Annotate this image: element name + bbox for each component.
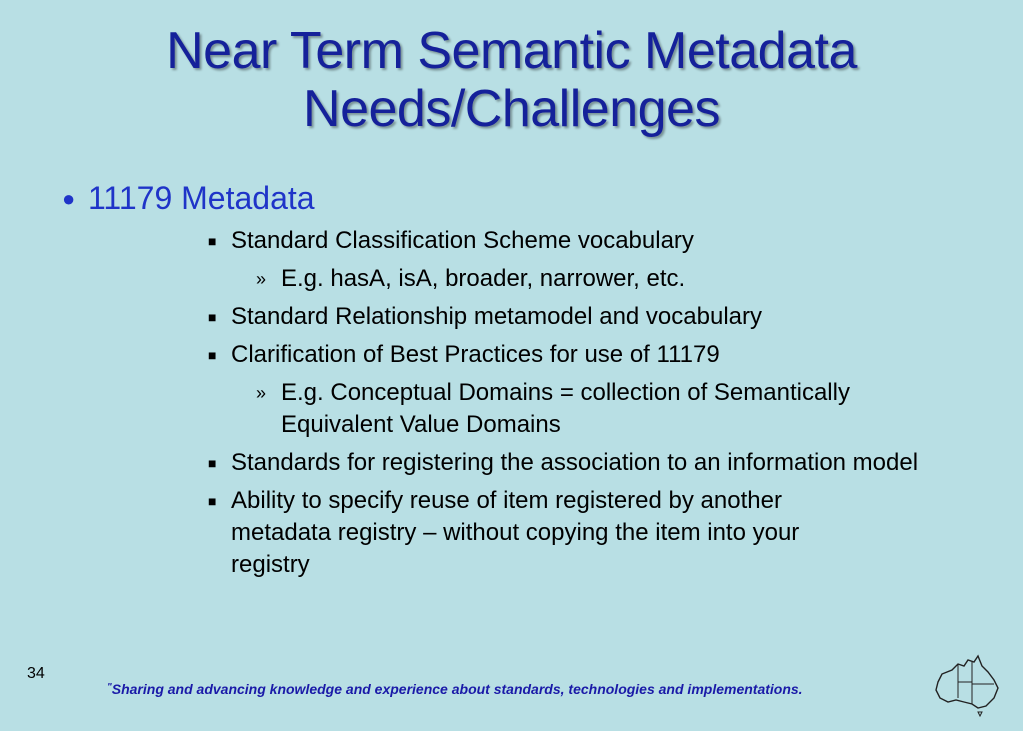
list-item: ■ Ability to specify reuse of item registered by another metadata registry – without copying the item into your registry (208, 487, 800, 578)
main-bullet (62, 178, 315, 219)
bullet-circle-icon: ● (62, 186, 76, 211)
slide-title (0, 22, 1023, 138)
sub-list-item: » E.g. hasA, isA, broader, narrower, etc. (0, 263, 1023, 295)
bullet-square-icon: ■ (208, 347, 217, 363)
list-item: ■ Clarification of Best Practices for use of 11179 (0, 339, 1023, 371)
double-chevron-icon: » (256, 269, 267, 289)
list-item: ■ Standard Relationship metamodel and vocabulary (0, 301, 1023, 333)
bullet-square-icon: ■ (208, 233, 217, 249)
page-number: 34 (27, 665, 45, 682)
footer-quote-mark: " (107, 682, 112, 693)
double-chevron-icon: » (256, 383, 267, 403)
bullet-list (0, 225, 1023, 581)
list-item: ■ Standards for registering the association to an information model (0, 447, 1023, 479)
main-bullet-text: 11179 Metadata (88, 180, 315, 216)
bullet-square-icon: ■ (208, 455, 217, 471)
footer-tagline (107, 681, 803, 697)
footer-text: Sharing and advancing knowledge and experience about standards, technologies and implementations. (111, 681, 803, 697)
bullet-square-icon: ■ (208, 309, 217, 325)
australia-map-icon (928, 652, 1002, 718)
title-line-1: Near Term Semantic Metadata (166, 22, 857, 80)
sub-list-item: » E.g. Conceptual Domains = collection of Semantically Equivalent Value Domains (256, 379, 850, 438)
bullet-square-icon: ■ (208, 493, 217, 509)
title-line-2: Needs/Challenges (303, 80, 720, 138)
list-item: ■ Standard Classification Scheme vocabulary (0, 225, 1023, 257)
